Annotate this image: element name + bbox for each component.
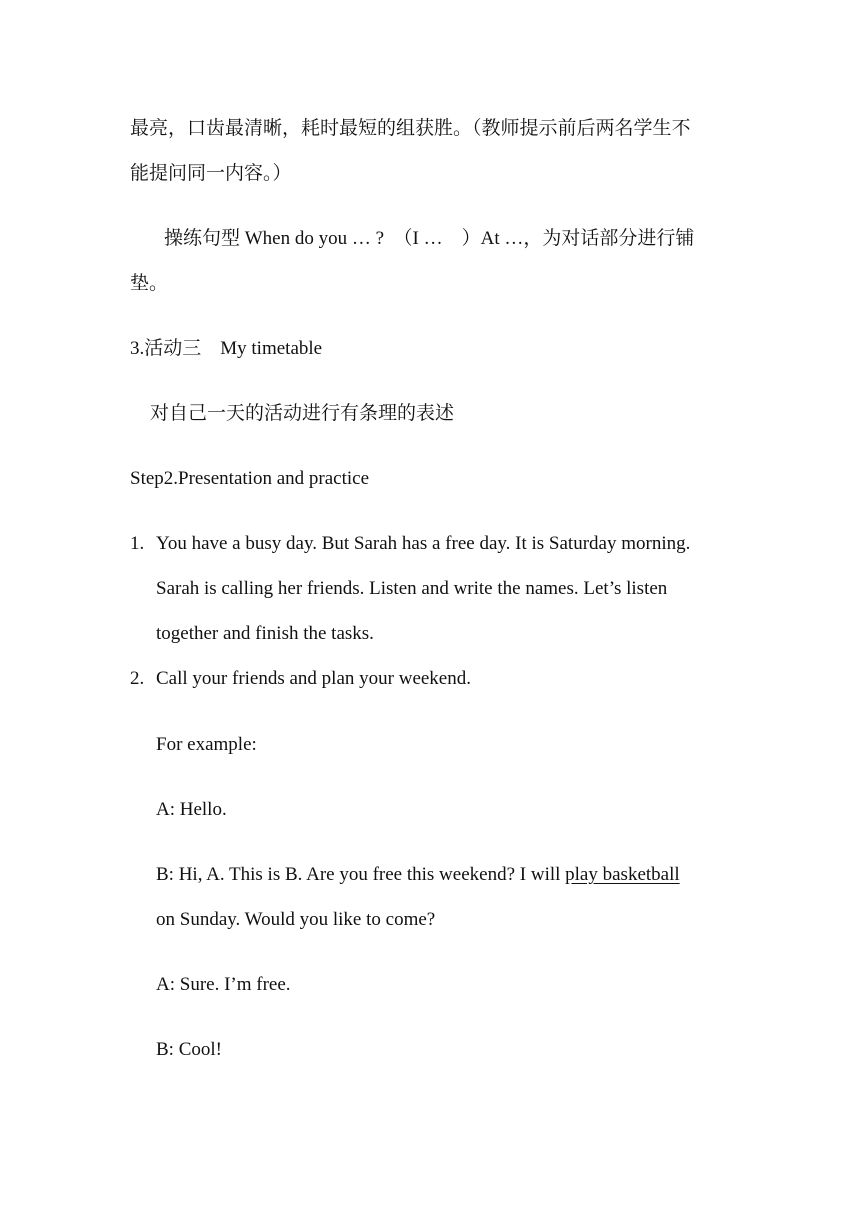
dialogue-b-invite <box>156 862 680 888</box>
list-item-1-line-2: Sarah is calling her friends. Listen and write the names. Let’s listen <box>156 578 668 599</box>
dialogue-a-reply: A: Sure. I’m free. <box>156 974 291 995</box>
dialogue-a-hello: A: Hello. <box>156 799 227 820</box>
dialogue-b-invite-text: B: Hi, A. This is B. Are you free this weekend? I will <box>156 864 566 885</box>
step2-heading: Step2.Presentation and practice <box>130 468 370 489</box>
intro-line-1: 最亮，口齿最清晰，耗时最短的组获胜。（教师提示前后两名学生不 <box>130 118 691 139</box>
activity3-description: 对自己一天的活动进行有条理的表述 <box>150 403 455 424</box>
activity3-heading: 3.活动三 My timetable <box>130 338 323 359</box>
drill-line-1: 操练句型 When do you … ? （I … ）At …，为对话部分进行铺 <box>164 228 695 249</box>
drill-line-2: 垫。 <box>130 273 169 294</box>
underlined-activity: play basketball <box>565 864 680 885</box>
list-item-1-line-3: together and finish the tasks. <box>156 623 374 644</box>
intro-line-2: 能提问同一内容。） <box>130 163 292 184</box>
list-item-1-number: 1. <box>130 533 145 554</box>
example-label: For example: <box>156 734 257 755</box>
dialogue-b-invite-cont: on Sunday. Would you like to come? <box>156 909 436 930</box>
dialogue-b-cool: B: Cool! <box>156 1039 222 1060</box>
list-item-2-number: 2. <box>130 668 145 689</box>
list-item-1-line-1: You have a busy day. But Sarah has a free day. It is Saturday morning. <box>156 533 691 554</box>
list-item-2-line-1: Call your friends and plan your weekend. <box>156 668 471 689</box>
